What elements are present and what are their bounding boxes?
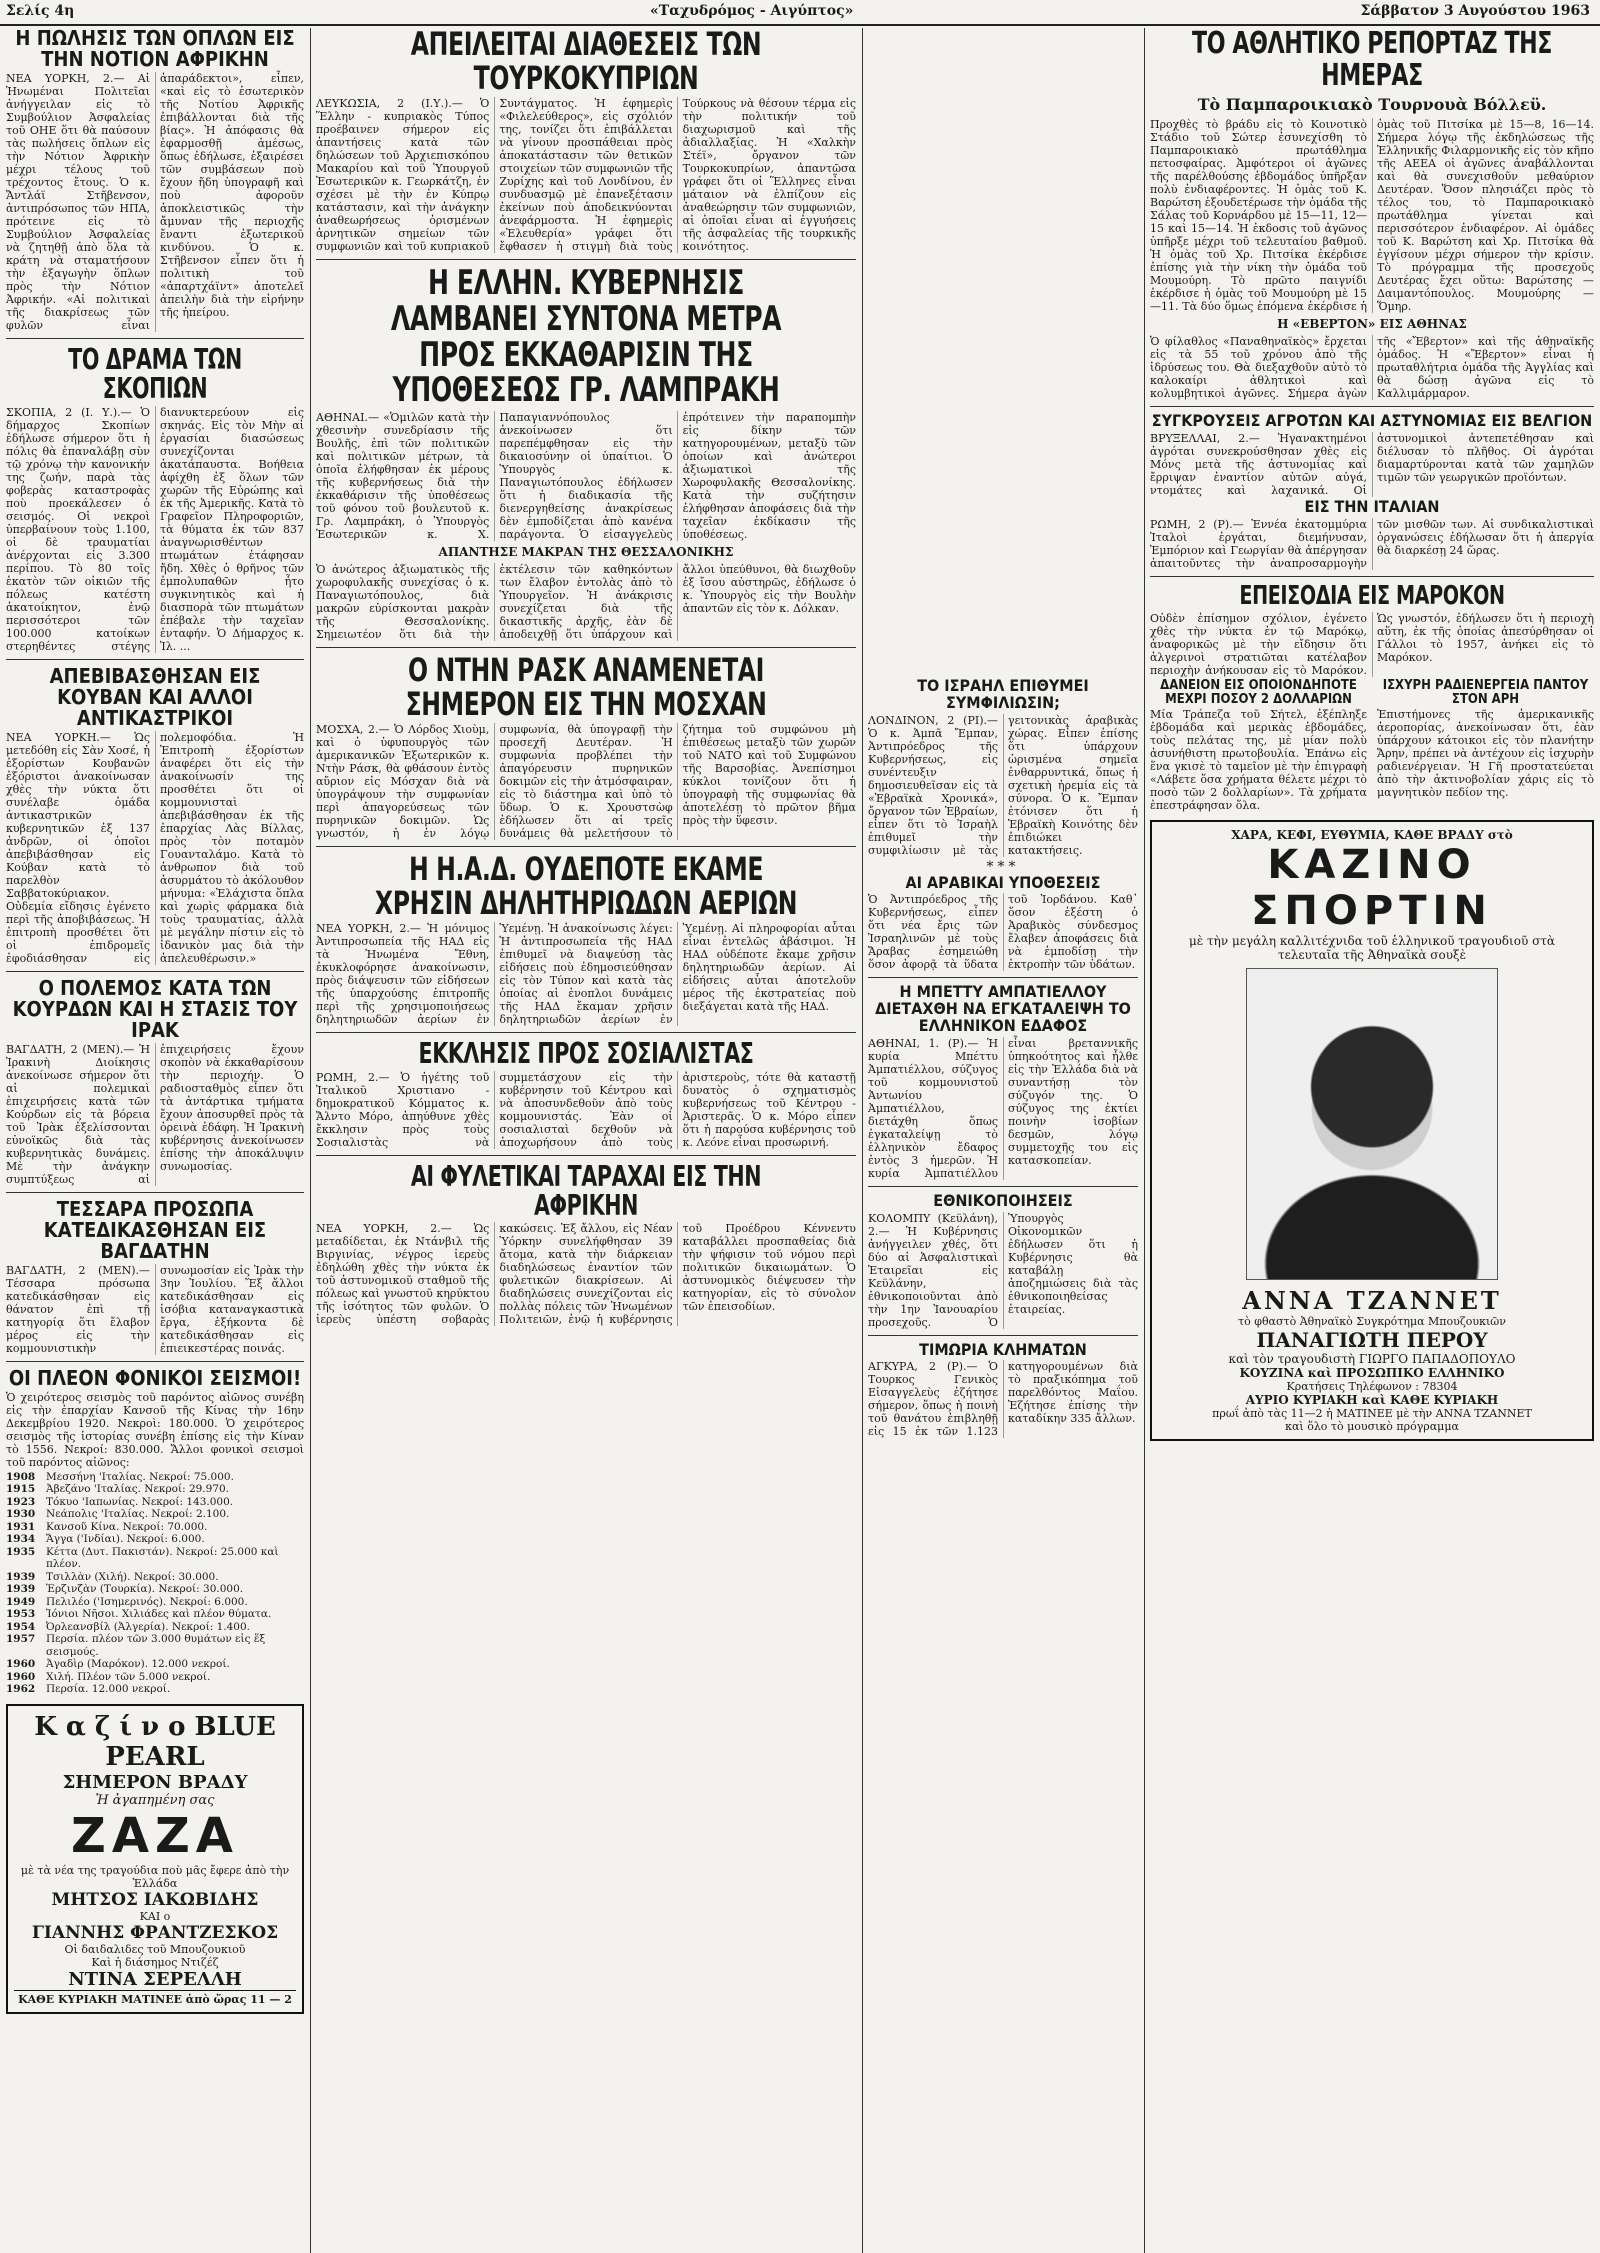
separator-stars: *** <box>986 858 1020 875</box>
earthquake-row <box>6 1521 304 1534</box>
earthquake-year: 1934 <box>6 1533 36 1546</box>
earthquake-year: 1962 <box>6 1683 36 1696</box>
ad-and: ΚΑΙ ο <box>139 1909 171 1923</box>
earthquake-text: Κανσοῦ Κίνα. Νεκροί: 70.000. <box>46 1520 208 1533</box>
earthquake-year: 1939 <box>6 1570 36 1583</box>
ad2-orchestra-intro: τὸ φθαστὸ Ἀθηναϊκὸ Συγκρότημα Μπουζουκιῶν <box>1238 1315 1506 1329</box>
earthquake-row <box>6 1496 304 1509</box>
ad-dancer-intro: Καὶ ἡ διάσημος Ντιζέζ <box>91 1955 219 1969</box>
article-thessaloniki: Ὁ ἀνώτερος ἀξιωματικὸς τῆς χωροφυλακῆς συνεχίσας ὁ κ. Παναγιωτόπουλος, διὰ μακρῶν εὑρίσκονται μακρὰν τῆς Θεσσαλονίκης. Σημειωτέον ὅτι διὰ τὴν ἐκτέλεσιν τῶν καθηκόντων των ἔλαβον ἐντολὰς ἀπὸ τὸ Ὑπουργεῖον. Ἡ ἀνάκρισις συνεχίζεται διὰ τῆς δικαστικῆς ἀρχῆς, ἐὰν δὲ ἀποδειχθῇ ὅτι ὑπάρχουν καὶ ἄλλοι ὑπεύθυνοι, θὰ διωχθοῦν ἐξ ἴσου αὐστηρῶς, ἐδήλωσε ὁ κ. Ὑπουργὸς εἰς τὴν Βουλὴν ἀπαντῶν εἰς τὸν κ. Δόλκαν. <box>316 562 856 641</box>
headline-lambrakis: Η ΕΛΛΗΝ. ΚΥΒΕΡΝΗΣΙΣ ΛΑΜΒΑΝΕΙ ΣΥΝΤΟΝΑ ΜΕΤΡΑ ΠΡΟΣ ΕΚΚΑΘΑΡΙΣΙΝ ΤΗΣ ΥΠΟΘΕΣΕΩΣ ΓΡ. ΛΑΜΠΡΑΚΗ <box>390 263 782 411</box>
earthquake-year: 1953 <box>6 1608 36 1621</box>
headline-skopje: ΤΟ ΔΡΑΜΑ ΤΩΝ ΣΚΟΠΙΩΝ <box>68 343 242 406</box>
earthquake-year: 1923 <box>6 1495 36 1508</box>
earthquake-row <box>6 1483 304 1496</box>
subheadline-volleyball: Τὸ Παμπαροικιακὸ Τουρνουὰ Βόλλεϋ. <box>1197 95 1547 114</box>
article-rusk-moscow: ΜΟΣΧΑ, 2.— Ὁ Λόρδος Χιοὺμ, καὶ ὁ ὑφυπουργὸς τῶν ἀμερικανικῶν Ἐξωτερικῶν κ. Ντὴν Ράσκ, θὰ φθάσουν ἐντὸς αὔριον εἰς Μόσχαν διὰ νὰ ὑπογράψουν τὴν συμφωνίαν περὶ ἀπαγορεύσεως τῶν πυρηνικῶν δοκιμῶν. Ὡς γνωστόν, ἡ ἐν λόγῳ συμφωνία, θὰ ὑπογραφῇ τὴν προσεχῆ Δευτέραν. Ἡ συμφωνία προβλέπει τὴν ἀπαγόρευσιν πυρηνικῶν δοκιμῶν εἰς τὴν ἀτμόσφαιραν, εἰς τὸ διάστημα καὶ ὑπὸ τὸ ὕδωρ. Ὁ κ. Χρουστσὼφ ἐδήλωσεν ὅτι αἱ τρεῖς δυνάμεις θὰ μελετήσουν τὸ ζήτημα τοῦ συμφώνου μὴ ἐπιθέσεως μεταξὺ τῶν χωρῶν τοῦ ΝΑΤΟ καὶ τοῦ Συμφώνου τῆς Βαρσοβίας. Ἀνεπίσημοι κύκλοι τονίζουν ὅτι ἡ ὑπογραφὴ τῆς συμφωνίας θὰ ἀποτελέσῃ τὸ πρῶτον βῆμα πρὸς τὴν ὕφεσιν. <box>316 723 856 841</box>
headline-everton: Η «ΕΒΕΡΤΟΝ» ΕΙΣ ΑΘΗΝΑΣ <box>1277 317 1467 331</box>
article-turkish-cypriots: ΛΕΥΚΩΣΙΑ, 2 (Ι.Υ.).— Ὁ Ἕλλην - κυπριακὸς Τύπος προέβαινεν σήμερον εἰς ἀπαντήσεις κατὰ τῶν δηλώσεων τοῦ Ἀρχιεπισκόπου Μακαρίου καὶ τοῦ Ὑπουργοῦ Ἐσωτερικῶν κ. Γεωρκάτζη, ἐν σχέσει μὲ τὴν ἐν Κύπρῳ κατάστασιν, καὶ τὴν ἀνάγκην ἀναθεωρήσεως ὁρισμένων ἀρνητικῶν σημείων τῶν συμφωνιῶν καὶ τοῦ κυπριακοῦ Συντάγματος. Ἡ ἐφημερὶς «Φιλελεύθερος», εἰς σχόλιόν της, τονίζει ὅτι ἐπιβάλλεται νὰ γίνουν προσπάθειαι πρὸς ἀποκατάστασιν τῶν θετικῶν στοιχείων τῶν συμφωνιῶν τῆς Ζυρίχης καὶ τοῦ Λονδίνου, ἐν συνδυασμῷ μὲ ἐπανεξέτασιν ἐκείνων ποὺ ἀποδεικνύονται ἀνεφάρμοστα. Ἡ ἐφημερὶς «Ἐλευθερία» γράφει ὅτι ἔφθασεν ἡ στιγμὴ διὰ τοὺς Τούρκους νὰ θέσουν τέρμα εἰς τὴν πολιτικήν τοῦ διαχωρισμοῦ καὶ τῆς ἀδιαλλαξίας. Ἡ «Χαλκὴν Στέϊ», ὄργανον τῶν Τουρκοκυπρίων, ἀπαντῶσα γράφει ὅτι οἱ Ἕλληνες εἶναι μάταιον νὰ ἐλπίζουν εἰς ἀναθεώρησιν τῶν συμφωνιῶν, αἱ ὁποῖαι εἶναι αἱ ἐγγυήσεις τῆς ἀσφαλείας τῆς τουρκικῆς κοινότητος. <box>316 97 856 254</box>
ad-blue-pearl <box>6 1704 304 2014</box>
masthead <box>0 0 1600 26</box>
column-right <box>1150 28 1594 2253</box>
earthquake-row <box>6 1658 304 1671</box>
earthquake-text: Νεάπολις 'Ιταλίας. Νεκροί: 2.100. <box>46 1508 230 1521</box>
earthquake-year: 1939 <box>6 1583 36 1596</box>
ad-tagline: μὲ τὰ νέα της τραγούδια ποὺ μᾶς ἔφερε ἀπὸ τὴν Ἑλλάδα <box>20 1863 290 1890</box>
ad2-top: ΧΑΡΑ, ΚΕΦΙ, ΕΥΘΥΜΙΑ, ΚΑΘΕ ΒΡΑΔΥ στὸ <box>1231 828 1513 843</box>
article-socialists: ΡΩΜΗ, 2.— Ὁ ἡγέτης τοῦ Ἰταλικοῦ Χριστιανο - δημοκρατικοῦ Κόμματος κ. Ἄλντο Μόρο, ἀπηύθυνε χθὲς ἔκκλησιν πρὸς τοὺς Σοσιαλιστὰς νὰ συμμετάσχουν εἰς τὴν κυβέρνησιν τοῦ Κέντρου καὶ νὰ ἀποσυνδεθοῦν ἀπὸ τοὺς κομμουνιστάς. Ἐὰν οἱ σοσιαλισταὶ δεχθοῦν νὰ ἀποχωρήσουν ἀπὸ τοὺς ἀριστεροὺς, τότε θὰ καταστῇ δυνατὸς ὁ σχηματισμὸς κυβερνήσεως τοῦ Κέντρου - Ἀριστερᾶς. Ὁ κ. Μόρο εἶπεν ὅτι ἡ παρούσα κυβέρνησις τοῦ κ. Λεόνε εἶναι προσωρινή. <box>316 1070 856 1149</box>
ad2-tagline: μὲ τὴν μεγάλη καλλιτέχνιδα τοῦ ἑλληνικοῦ τραγουδιοῦ στὰ τελευταῖα τῆς Ἀθηναϊκὰ σουξὲ <box>1188 934 1555 963</box>
earthquake-row <box>6 1683 304 1696</box>
ad2-kitchen: ΚΟΥΖΙΝΑ καὶ ΠΡΟΣΩΠΙΚΟ ΕΛΛΗΝΙΚΟ <box>1239 1366 1505 1381</box>
headline-sports-report: ΤΟ ΑΘΛΗΤΙΚΟ ΡΕΠΟΡΤΑΖ ΤΗΣ ΗΜΕΡΑΣ <box>1192 28 1552 93</box>
headline-turkish-cypriots: ΑΠΕΙΛΕΙΤΑΙ ΔΙΑΘΕΣΕΙΣ ΤΩΝ ΤΟΥΡΚΟΚΥΠΡΙΩΝ <box>410 28 762 97</box>
headline-racial-unrest: ΑΙ ΦΥΛΕΤΙΚΑΙ ΤΑΡΑΧΑΙ ΕΙΣ ΤΗΝ ΑΦΡΙΚΗΝ <box>410 1159 762 1223</box>
ad-venue-prefix: Κ α ζ ί ν ο <box>34 1711 186 1742</box>
article-racial-unrest: ΝΕΑ ΥΟΡΚΗ, 2.— Ὡς μεταδίδεται, ἐκ Ντάνβιλ τῆς Βιργινίας, νέγρος ἱερεὺς ἐδηλώθη χθὲς τὴν νύκτα ἐκ τοῦ ἀστυνομικοῦ σταθμοῦ τῆς πόλεως καὶ γνωστοῦ κηρύκτου τῆς ἰσότητος τῶν φυλῶν. Ὁ ἱερεὺς ὑπέστη σοβαρὰς κακώσεις. Ἐξ ἄλλου, εἰς Νέαν Ὑόρκην συνελήφθησαν 39 ἄτομα, κατὰ τὴν διάρκειαν διαδηλώσεως ἐναντίον τῶν φυλετικῶν διακρίσεων. Αἱ διαδηλώσεις συνεχίζονται εἰς πολλὰς πόλεις τῶν Ἡνωμένων Πολιτειῶν, ἐνῷ ἡ κυβέρνησις τοῦ Προέδρου Κέννεντυ καταβάλλει προσπαθείας διὰ τὴν ψήφισιν τοῦ νόμου περὶ πολιτικῶν δικαιωμάτων. Ὁ ἀστυνομικὸς διέψευσεν τὴν κατηγορίαν, εἰς τὸ σύνολον τῶν ἐπεισοδίων. <box>316 1222 856 1327</box>
article-volleyball: Προχθὲς τὸ βράδυ εἰς τὸ Κοινοτικὸ Στάδιο τοῦ Σώτερ ἐσυνεχίσθη τὸ Παμπαροικιακὸ πρωτάθλημα πετοσφαίρας. Ἀμφότεροι οἱ ἀγῶνες τῆς παρέλθούσης ἑβδομάδος ὑπῆρξαν πολὺ ἐνδιαφέροντες. Ἡ ὁμὰς τοῦ Κ. Βαρώτση ἐξουδετέρωσε τὴν ὁμάδα τῆς Σάλας τοῦ Κορνάρδου μὲ 15—11, 12—15 καὶ 15—14. Ἡ ἐκδοσις τοῦ ἀγῶνος ὑπῆρξε μέχρι τοῦ τελευταίου βαθμοῦ. Ἡ ὁμὰς τοῦ Χρ. Πιτσίκα ἐκέρδισε ἐπίσης γιὰ τὴν νίκη τὴν ὁμάδα τοῦ Μουμούρη. Τὸ πρῶτο παιγνίδι ἐκέρδισε ἡ ὁμὰς τοῦ Μουμούρη μὲ 15—11. Τὰ δύο ὅμως ἑπόμενα ἐκέρδισε ἡ ὁμὰς τοῦ Πιτσίκα μὲ 15—8, 16—14. Σήμερα λόγῳ τῆς ἐκδηλώσεως τῆς Ἑλληνικῆς Φιλαρμονικῆς εἰς τὸν κῆπο τῆς ΑΕΕΑ οἱ ἀγῶνες ἀναβάλλονται καὶ θὰ συνεχισθοῦν μεθαύριον Δευτέραν. Ὅσον πλησιάζει πρὸς τὸ τέλος του, τὸ Παμπαροικιακὸ πρωτάθλημα γίνεται καὶ περισσότερον ἐνδιαφέρον. Αἱ ὁμάδες τοῦ Κ. Βαρώτση καὶ Χρ. Πιτσίκα θὰ ἐγγίσουν μέχρι σήμερον τὴν κρίσιν. Τὸ πρόγραμμα τῆς προσεχοῦς Δευτέρας ἔχει οὕτω: Βαρώτσης — Δαιμαντόπουλος. Μουμούρης — Ὅμηρ. <box>1150 118 1594 313</box>
article-arms-sale: ΝΕΑ ΥΟΡΚΗ, 2.— Αἱ Ἡνωμέναι Πολιτεῖαι ἀνήγγειλαν εἰς τὸ Συμβούλιον Ἀσφαλείας τοῦ ΟΗΕ ὅτι θὰ παύσουν τὰς πωλήσεις ὅπλων εἰς τὴν Νότιον Ἀφρικὴν μέχρι τέλους τοῦ τρέχοντος ἔτους. Ὁ κ. Ἄντλάϊ Στῆβενσον, ἀντιπρόσωπος τῶν ΗΠΑ, πρότεινε εἰς τὸ Συμβούλιον Ἀσφαλείας νὰ ζητηθῇ ἀπὸ ὅλα τὰ κράτη νὰ σταματήσουν τὴν ἐξαγωγὴν ὅπλων πρὸς τὴν Νότιον Ἀφρικήν. «Αἱ πολιτικαὶ τῆς διακρίσεως τῶν φυλῶν εἶναι ἀπαράδεκτοι», εἶπεν, «καὶ εἰς τὸ ἐσωτερικὸν τῆς Νοτίου Ἀφρικῆς ἐπιβάλλονται διὰ τῆς βίας». Ἡ ἀπόφασις θὰ ἐφαρμοσθῇ ἀμέσως, ὅπως ἐδήλωσε, ἐξαιρέσει τῶν συμβάσεων ποὺ ἔχουν ἤδη ὑπογραφῆ καὶ ποὺ ἀφοροῦν ἀποκλειστικῶς τὴν ἄμυναν τῆς περιοχῆς ἔναντι ἐξωτερικοῦ κινδύνου. Ὁ κ. Στῆβενσον εἶπεν ὅτι ἡ πολιτικὴ τοῦ «ἀπαρτχάϊντ» ἀποτελεῖ ἀπειλὴν διὰ τὴν εἰρήνην τῆς ἠπείρου. <box>6 72 304 332</box>
ad2-program: καὶ ὅλο τὸ μουσικὸ πρόγραμμα <box>1285 1420 1459 1434</box>
earthquake-text: Ἄγγα ('Ινδίαι). Νεκροί: 6.000. <box>46 1533 205 1546</box>
article-skopje: ΣΚΟΠΙΑ, 2 (Ι. Υ.).— Ὁ δήμαρχος Σκοπίων ἐδήλωσε σήμερον ὅτι ἡ πόλις θὰ ἐπαναλάβῃ σὺν τῷ χρόνῳ τὴν κανονικήν της ζωήν, παρὰ τὰς φοβερὰς καταστροφὰς ποὺ προεκάλεσεν ὁ σεισμός. Οἱ νεκροὶ ὑπερβαίνουν τοὺς 1.100, οἱ δὲ τραυματίαι ἀνέρχονται εἰς 3.300 περίπου. Τὸ 80 τοῖς ἑκατὸν τῶν οἰκιῶν τῆς πόλεως κατέστη ἀκατοίκητον, ἐνῷ περισσότεροι τῶν 100.000 κατοίκων στερηθέντες στέγης διανυκτερεύουν εἰς σκηνάς. Εἰς τὸν Μὴν αἱ ἐργασίαι διασώσεως συνεχίζονται ἀκατάπαυστα. Βοήθεια ἀφίχθη ἐξ ὅλων τῶν χωρῶν τῆς Εὐρώπης καὶ ἐκ τῆς Ἀμερικῆς. Κατὰ τὸ Γραφεῖον Πληροφοριῶν, τὰ θύματα ἐκ τῶν 837 ἀναγνωρισθέντων πτωμάτων ἐτάφησαν ἤδη. Χθὲς ὁ θρῆνος τῶν ἐμπολυπαθῶν ἦτο συγκινητικὸς καὶ ἡ διασπορὰ τῶν πτωμάτων ἐπέβαλε τὴν ταχεῖαν ἐνταφήν. Ὁ Δήμαρχος κ. Ἰλ. ... <box>6 405 304 653</box>
headline-earthquakes: ΟΙ ΠΛΕΟΝ ΦΟΝΙΚΟΙ ΣΕΙΣΜΟΙ! <box>8 1365 302 1390</box>
earthquake-row <box>6 1546 304 1571</box>
earthquake-year: 1930 <box>6 1508 36 1521</box>
ad2-sunday: ΑΥΡΙΟ ΚΥΡΙΑΚΗ καὶ ΚΑΘΕ ΚΥΡΙΑΚΗ <box>1245 1393 1499 1408</box>
headline-nationalizations: ΕΘΝΙΚΟΠΟΙΗΣΕΙΣ <box>933 1190 1073 1210</box>
earthquake-text: Ἀγαδὶρ (Μαρόκον). 12.000 νεκροί. <box>46 1658 230 1671</box>
article-lambrakis: ΑΘΗΝΑΙ.— «Ὁμιλῶν κατὰ τὴν χθεσινὴν συνεδρίασιν τῆς Βουλῆς, ἐπὶ τῶν πολιτικῶν καὶ πολιτικῶν μέτρων, τὰ ὁποῖα ἐλήφθησαν ἐκ μέρους τῆς κυβερνήσεως διὰ τὴν ἐκκαθάρισιν τῆς ὑποθέσεως τοῦ φόνου τοῦ βουλευτοῦ κ. Γρ. Λαμπράκη, ὁ Ὑπουργὸς Ἐσωτερικῶν κ. Χ. Παπαγιαννόπουλος ἀνεκοίνωσεν ὅτι παρεπέμφθησαν εἰς τὴν δικαιοσύνην οἱ ὑπαίτιοι. Ὁ Ὑπουργὸς κ. Παναγιωτόπουλος ἐδήλωσεν ὅτι ἡ διαδικασία τῆς διενεργηθείσης ἀνακρίσεως δὲν ἐμποδίζεται ἀπὸ κανένα παράγοντα. Ὁ εἰσαγγελεὺς ἐπρότεινεν τὴν παραπομπὴν εἰς δίκην τῶν κατηγορουμένων, μεταξὺ τῶν ὁποίων καὶ ἀνώτεροι ἀξιωματικοὶ τῆς Χωροφυλακῆς Θεσσαλονίκης. Κατὰ τὴν συζήτησιν ἐλήφθησαν ἀποφάσεις διὰ τὴν ταχεῖαν ἐκδίκασιν τῆς ὑποθέσεως. <box>316 410 856 541</box>
article-nationalizations: ΚΟΛΟΜΠΥ (Κεϋλάνη), 2.— Ἡ Κυβέρνησις ἀνήγγειλεν χθές, ὅτι δύο αἱ Ἀσφαλιστικαὶ Ἑταιρεῖαι εἰς Κεϋλάνην, ἐθνικοποιοῦνται ἀπὸ τὴν 1ην Ἰανουαρίου προσεχοῦς. Ὁ Ὑπουργὸς Οἰκονομικῶν ἐδήλωσεν ὅτι ἡ Κυβέρνησις θὰ καταβάλῃ ἀποζημιώσεις διὰ τὰς ἐθνικοποιηθείσας ἑταιρείας. <box>868 1211 1138 1329</box>
earthquake-text: Πελιλέο ('Ισημερινός). Νεκροί: 6.000. <box>46 1595 248 1608</box>
earthquake-year: 1949 <box>6 1595 36 1608</box>
earthquake-text: Τόκυο 'Ιαπωνίας. Νεκροί: 143.000. <box>46 1495 234 1508</box>
earthquake-text: Ἰόνιοι Νῆσοι. Χιλιάδες καὶ πλέον θύματα. <box>46 1608 272 1621</box>
column-right-inner <box>868 28 1138 2253</box>
headline-arms-sale: Η ΠΩΛΗΣΙΣ ΤΩΝ ΟΠΛΩΝ ΕΙΣ ΤΗΝ ΝΟΤΙΟΝ ΑΦΡΙΚΗΝ <box>15 28 295 71</box>
article-punishment: ΑΓΚΥΡΑ, 2 (Ρ).— Ὁ Τουρκος Γενικὸς Εἰσαγγελεὺς ἐζήτησε σήμερον, ὅπως ἡ ποινὴ τοῦ θανάτου ἐπιβληθῇ εἰς 15 ἐκ τῶν 1.123 κατηγορουμένων διὰ τὸ πραξικόπημα τοῦ παρελθόντος Μαΐου. Ἐζήτησε ἐπίσης τὴν καταδίκην 335 ἄλλων. <box>868 1360 1138 1439</box>
headline-arab-affairs: ΑΙ ΑΡΑΒΙΚΑΙ ΥΠΟΘΕΣΕΙΣ <box>905 872 1101 892</box>
ad-matinee: ΚΑΘΕ ΚΥΡΙΑΚΗ ΜΑΤΙΝΕΕ ἀπὸ ὥρας 11 — 2 <box>14 1990 296 2006</box>
earthquake-row <box>6 1596 304 1609</box>
headline-mars: ΙΣΧΥΡΗ ΡΑΔΙΕΝΕΡΓΕΙΑ ΠΑΝΤΟΥ ΣΤΟΝ ΑΡΗ <box>1382 677 1589 707</box>
paper-name: «Ταχυδρόμος - Αιγύπτος» <box>650 3 854 19</box>
earthquake-row <box>6 1633 304 1658</box>
earthquake-year: 1915 <box>6 1483 36 1496</box>
article-everton: Ὁ φίλαθλος «Παναθηναϊκὸς» ἔρχεται εἰς τὰ 55 τοῦ χρόνου ἀπὸ τῆς ἱδρύσεως του. Θὰ διεξαχθοῦν αὐτὸ τὸ καλοκαίρι ἀθλητικοὶ καὶ κολυμβητικοὶ ἀγῶνες. Σήμερα ἀγὼν τῆς «Ἔβερτον» καὶ τῆς ἀθηναϊκῆς ὁμάδος. Ἡ «Ἔβερτον» εἶναι ἡ πρωταθλήτρια ὁμάδα τῆς Ἀγγλίας καὶ θὰ δώσῃ ἀγῶνα εἰς τὸ Καλλιμάρμαρον. <box>1150 335 1594 400</box>
article-baghdad-trial: ΒΑΓΔΑΤΗ, 2 (ΜΕΝ).— Τέσσαρα πρόσωπα κατεδικάσθησαν εἰς θάνατον ἐπὶ τῇ κατηγορίᾳ ὅτι ἔλαβον μέρος εἰς τὴν κομμουνιστικὴν συνωμοσίαν εἰς Ἰρὰκ τὴν 3ην Ἰουλίου. Ἕξ ἄλλοι κατεδικάσθησαν εἰς ἰσόβια καταναγκαστικὰ ἔργα, ἑξήκοντα δὲ κατεδικάσθησαν εἰς ἐπιεικεστέρας ποινάς. <box>6 1263 304 1355</box>
earthquake-text: Χιλή. Πλέον τῶν 5.000 νεκροί. <box>46 1670 211 1683</box>
earthquake-row <box>6 1571 304 1584</box>
earthquake-year: 1935 <box>6 1545 36 1558</box>
headline-socialists: ΕΚΚΛΗΣΙΣ ΠΡΟΣ ΣΟΣΙΑΛΙΣΤΑΣ <box>418 1037 754 1071</box>
headline-punishment: ΤΙΜΩΡΙΑ ΚΛΗΜΑΤΩΝ <box>919 1339 1087 1359</box>
earthquake-row <box>6 1471 304 1484</box>
ad-star-name: ΖΑΖΑ <box>71 1807 239 1864</box>
headline-belgium: ΣΥΓΚΡΟΥΣΕΙΣ ΑΓΡΟΤΩΝ ΚΑΙ ΑΣΤΥΝΟΜΙΑΣ ΕΙΣ ΒΕΛΓΙΟΝ <box>1151 411 1593 430</box>
headline-morocco: ΕΠΕΙΣΟΔΙΑ ΕΙΣ ΜΑΡΟΚΟΝ <box>1239 580 1505 611</box>
earthquake-year: 1960 <box>6 1658 36 1671</box>
headline-baghdad-trial: ΤΕΣΣΑΡΑ ΠΡΟΣΩΠΑ ΚΑΤΕΔΙΚΑΣΘΗΣΑΝ ΕΙΣ ΒΑΓΔΑΤΗΝ <box>43 1196 267 1263</box>
ad2-orchestra: ΠΑΝΑΓΙΩΤΗ ΠΕΡΟΥ <box>1256 1328 1488 1353</box>
headline-israel: ΤΟ ΙΣΡΑΗΛ ΕΠΙΘΥΜΕΙ ΣΥΜΦΙΛΙΩΣΙΝ; <box>917 676 1089 712</box>
earthquake-text: Τσιλλὰν (Χιλή). Νεκροί: 30.000. <box>46 1570 219 1583</box>
earthquake-text: Περσία. 12.000 νεκροί. <box>46 1683 171 1696</box>
article-belgium: ΒΡΥΞΕΛΛΑΙ, 2.— Ἠγανακτημένοι ἀγρόται συνεκρούσθησαν χθὲς εἰς Μόνς μετὰ τῆς ἀστυνομίας καὶ ἔρριψαν ἐναντίον αὐτῶν αὐγά, ντομάτες καὶ λαχανικά. Οἱ ἀστυνομικοὶ ἀντεπετέθησαν καὶ διέλυσαν τὸ πλῆθος. Οἱ ἀγρόται διαμαρτύρονται κατὰ τῶν χαμηλῶν τιμῶν τῶν γεωργικῶν προϊόντων. <box>1150 431 1594 497</box>
ad2-venue: ΚΑΖΙΝΟ ΣΠΟΡΤΙΝ <box>1251 842 1493 935</box>
ad-venue-name: BLUE PEARL <box>105 1711 276 1772</box>
article-morocco: Οὐδὲν ἐπίσημον σχόλιον, ἐγένετο χθὲς τὴν νύκτα ἐν τῷ Μαρόκῳ, ἀναφορικῶς μὲ τὴν εἴδησιν ὅτι ἀλγερινοὶ στρατιῶται κατέλαβον περιοχὴν ἀνήκουσαν εἰς τὸ Μαρόκον. Ὡς γνωστόν, ἐδήλωσεν ὅτι ἡ περιοχὴ αὕτη, ἐκ τῆς ὁποίας ἀπεσύρθησαν οἱ Γάλλοι τὸ 1957, ἀνήκει εἰς τὸ Μαρόκον. <box>1150 611 1594 677</box>
earthquake-row <box>6 1671 304 1684</box>
ad-artist-2: ΓΙΑΝΝΗΣ ΦΡΑΝΤΖΕΣΚΟΣ <box>31 1922 279 1943</box>
earthquake-text: Ὀρλεανσβίλ (Ἀλγερία). Νεκροί: 1.400. <box>46 1620 250 1633</box>
headline-italy: ΕΙΣ ΤΗΝ ΙΤΑΛΙΑΝ <box>1304 496 1440 516</box>
earthquake-list <box>6 1471 304 1696</box>
ad2-matinee: πρωΐ ἀπὸ τὰς 11—2 ἡ ΜΑΤΙΝΕΕ μὲ τὴν ΑΝΝΑ ΤΖΑΝΝΕΤ <box>1212 1407 1532 1421</box>
earthquake-year: 1931 <box>6 1520 36 1533</box>
earthquake-text: Ἐρζινζὰν (Τουρκία). Νεκροί: 30.000. <box>46 1583 244 1596</box>
ad2-phone: Κρατήσεις Τηλέφωνον : 78304 <box>1286 1380 1458 1394</box>
ad-dancer-name: ΝΤΙΝΑ ΣΕΡΕΛΛΗ <box>68 1968 242 1990</box>
column-center <box>316 28 856 2253</box>
ad-kazino-sportin <box>1150 820 1594 1441</box>
ad-beloved: Ἡ ἀγαπημένη σας <box>95 1792 215 1808</box>
article-mars: Ἐπιστήμονες τῆς ἀμερικανικῆς ἀεροπορίας, ἀνεκοίνωσαν ὅτι, ἐὰν ὑπάρχουν κάτοικοι εἰς τὸν πλανήτην Ἄρην, πρέπει νὰ ἀντέχουν εἰς ἰσχυρὴν ραδιενέργειαν. Ἡ Γῆ προστατεύεται ἀπὸ τὴν ἀκτινοβολίαν χάρις εἰς τὸ μαγνητικὸν πεδίον της. <box>1377 708 1594 800</box>
article-israel: ΛΟΝΔΙΝΟΝ, 2 (ΡΙ).— Ὁ κ. Ἀμπᾶ Ἔμπαν, Ἀντιπρόεδρος τῆς Κυβερνήσεως, εἰς συνέντευξιν δημοσιευθεῖσαν εἰς τὰ «Ἑβραϊκὰ Χρονικά», ὄργανον τῶν Ἑβραίων, εἶπεν ὅτι τὸ Ἰσραὴλ ἐπιθυμεῖ τὴν συμφιλίωσιν μὲ τὰς γειτονικὰς ἀραβικὰς χώρας. Εἶπεν ἐπίσης ὅτι ὑπάρχουν ὡρισμένα σημεῖα ἐνθαρρυντικά, ὅπως ἡ σχετικὴ ἠρεμία εἰς τὰ σύνορα. Ὁ κ. Ἔμπαν ἐτόνισεν ὅτι ἡ Ἑβραϊκὴ Κοινότης δὲν ἐπιδιώκει κατακτήσεις. <box>868 713 1138 857</box>
ad-dancers: Οἱ δαιδαλιδες τοῦ Μπουζουκιοῦ <box>64 1942 246 1956</box>
ad-artist-1: ΜΗΤΣΟΣ ΙΑΚΩΒΙΔΗΣ <box>51 1889 259 1910</box>
earthquake-row <box>6 1533 304 1546</box>
headline-cuba: ΑΠΕΒΙΒΑΣΘΗΣΑΝ ΕΙΣ ΚΟΥΒΑΝ ΚΑΙ ΑΛΛΟΙ ΑΝΤΙΚΑΣΤΡΙΚΟΙ <box>49 663 261 730</box>
earthquake-year: 1960 <box>6 1670 36 1683</box>
earthquake-text: Ἀβεζάνο 'Ιταλίας. Νεκροί: 29.970. <box>46 1483 230 1496</box>
headline-abatielou: Η ΜΠΕΤΤΥ ΑΜΠΑΤΙΕΛΛΟΥ ΔΙΕΤΑΧΘΗ ΝΑ ΕΓΚΑΤΑΛΕΙΨΗ ΤΟ ΕΛΛΗΝΙΚΟΝ ΕΔΑΦΟΣ <box>875 982 1131 1035</box>
earthquake-row <box>6 1608 304 1621</box>
ad2-star: ΑΝΝΑ ΤΖΑΝΝΕΤ <box>1242 1286 1502 1316</box>
page-number: Σελίς 4η <box>6 3 75 19</box>
ad2-singer: καὶ τὸν τραγουδιστὴ ΓΙΩΡΓΟ ΠΑΠΑΔΟΠΟΥΛΟ <box>1228 1352 1516 1367</box>
earthquake-year: 1957 <box>6 1633 36 1646</box>
earthquake-text: Κέττα (Δυτ. Πακιστάν). Νεκροί: 25.000 καὶ πλέον. <box>46 1545 279 1571</box>
column-left <box>6 28 304 2253</box>
issue-date: Σάββατον 3 Αυγούστου 1963 <box>1360 3 1590 19</box>
article-uar-gas: ΝΕΑ ΥΟΡΚΗ, 2.— Ἡ μόνιμος Ἀντιπροσωπεία τῆς ΗΑΔ εἰς τὰ Ἡνωμένα Ἔθνη, ἐκυκλοφόρησε ἀνακοίνωσιν, πρὸς διάψευσιν τῶν εἰδήσεων τῆς ὑπαρχούσης ἐπιτροπῆς περὶ τῆς χρησιμοποιήσεως δηλητηριωδῶν ἀερίων ἐν Ὑεμένῃ. Ἡ ἀνακοίνωσις λέγει: Ἡ ἀντιπροσωπεία τῆς ΗΑΔ ἐπιθυμεῖ νὰ διαψεύσῃ τὰς εἰδήσεις ποὺ ἐδημοσιεύθησαν εἰς τὸν Τύπον καὶ κατὰ τὰς ὁποίας αἱ ἐνοπλοι δυνάμεις τῆς ΗΑΔ ἔκαμαν χρῆσιν δηλητηριωδῶν ἀερίων ἐν Ὑεμένῃ. Αἱ πληροφορίαι αὗται εἶναι ἐντελῶς ἀβάσιμοι. Ἡ ΗΑΔ οὐδέποτε ἔκαμε χρῆσιν δηλητηριωδῶν ἀερίων. Αἱ εἰδήσεις αὗται ἀποτελοῦν μέρος τῆς ἐκστρατείας ποὺ διεξάγεται κατὰ τῆς ΗΑΔ. <box>316 922 856 1027</box>
article-kurds: ΒΑΓΔΑΤΗ, 2 (ΜΕΝ).— Ἡ Ἰρακινὴ Διοίκησις ἀνεκοίνωσε σήμερον ὅτι αἱ πολεμικαὶ ἐπιχειρήσεις κατὰ τῶν Κούρδων εἰς τὰ βόρεια τοῦ Ἰρὰκ ἐξελίσσονται εὐνοϊκῶς διὰ τὰς κυβερνητικὰς δυνάμεις. Μὲ τὴν ἀνάγκην συμπτύξεως αἱ ἐπιχειρήσεις ἔχουν σκοπὸν νὰ ἐκκαθαρίσουν τὴν περιοχήν. Ὁ ραδιοσταθμὸς εἶπεν ὅτι τὰ ἀντάρτικα τμήματα ἔχουν ἀποσυρθεῖ πρὸς τὰ ὀρεινὰ ἐδάφη. Ἡ Ἰρακινὴ κυβέρνησις ἀνεκοίνωσεν ἐπίσης τὴν ἀποκάλυψιν συνωμοσίας. <box>6 1042 304 1186</box>
article-abatielou: ΑΘΗΝΑΙ, 1. (Ρ).— Ἡ κυρία Μπέττυ Ἀμπατιέλλου, σύζυγος τοῦ κομμουνιστοῦ Ἀντωνίου Ἀμπατιέλλου, διετάχθη ὅπως ἐγκαταλείψῃ τὸ ἑλληνικὸν ἔδαφος ἐντὸς 3 ἡμερῶν. Ἡ κυρία Ἀμπατιέλλου εἶναι βρεταννικῆς ὑπηκοότητος καὶ ἦλθε εἰς τὴν Ἑλλάδα διὰ νὰ συναντήσῃ τὸν σύζυγόν της. Ὁ σύζυγος της ἐκτίει ποινὴν ἰσοβίων δεσμῶν, λόγῳ συμμετοχῆς του εἰς κατασκοπείαν. <box>868 1036 1138 1180</box>
earthquake-year: 1954 <box>6 1620 36 1633</box>
headline-rusk-moscow: Ο ΝΤΗΝ ΡΑΣΚ ΑΝΑΜΕΝΕΤΑΙ ΣΗΜΕΡΟΝ ΕΙΣ ΤΗΝ ΜΟΣΧΑΝ <box>405 650 767 723</box>
headline-kurds: Ο ΠΟΛΕΜΟΣ ΚΑΤΑ ΤΩΝ ΚΟΥΡΔΩΝ ΚΑΙ Η ΣΤΑΣΙΣ ΤΟΥ ΙΡΑΚ <box>12 975 298 1042</box>
article-arab-affairs: Ὁ Ἀντιπρόεδρος τῆς Κυβερνήσεως, εἶπεν ὅτι νέα ἔρις τῶν Ἰσραηλινῶν μὲ τοὺς Ἄραβας ἐσημειώθη ὅσον ἀφορᾷ τὰ ὕδατα τοῦ Ἰορδάνου. Καθ᾽ ὅσον ἐξέστη ὁ Ἀραβικὸς σύνδεσμος ἔλαβεν ἀποφάσεις διὰ νὰ ἐμποδίσῃ τὴν ἐκτροπὴν τῶν ὑδάτων. <box>868 893 1138 972</box>
article-italy: ΡΩΜΗ, 2 (Ρ).— Ἐννέα ἐκατομμύρια Ἰταλοὶ ἐργάται, διεμήνυσαν, Ἐμπόριον καὶ Γεωργίαν θὰ ἀπέργησαν ἀπαιτοῦντες τὴν ἀναπροσαρμογὴν τῶν μισθῶν των. Αἱ συνδικαλιστικαὶ ὀργανώσεις ἐδήλωσαν ὅτι ἡ ἀπεργία θὰ διαρκέσῃ 24 ὥρας. <box>1150 517 1594 570</box>
ad-tonight: ΣΗΜΕΡΟΝ ΒΡΑΔΥ <box>62 1771 248 1793</box>
article-loan: Μία Τράπεζα τοῦ Σήτελ, ἐξέπληξε ἑβδομάδα καὶ μερικὰς ἑβδομάδες, τοὺς πελάτας της, μὲ μίαν πολὺ ἀσυνήθιστη πρωτοβουλία. Ἐπάνω εἰς ἕνα γκισὲ τὸ ταμεῖον μὲ τὴν ἐπιγραφὴ «Λάβετε ὅσα χρήματα θέλετε μέχρι τὸ ποσὸ τῶν 2 δολλαρίων». Τὰ χρήματα ἐπεστράφησαν ὅλα. <box>1150 708 1367 813</box>
headline-uar-gas: Η Η.Α.Δ. ΟΥΔΕΠΟΤΕ ΕΚΑΜΕ ΧΡΗΣΙΝ ΔΗΛΗΤΗΡΙΩΔΩΝ ΑΕΡΙΩΝ <box>374 850 798 922</box>
earthquake-row <box>6 1583 304 1596</box>
earthquake-row <box>6 1508 304 1521</box>
headline-loan: ΔΑΝΕΙΟΝ ΕΙΣ ΟΠΟΙΟΝΔΗΠΟΤΕ ΜΕΧΡΙ ΠΟΣΟΥ 2 ΔΟΛΛΑΡΙΩΝ <box>1160 677 1357 707</box>
article-earthquakes: Ὁ χειρότερος σεισμὸς τοῦ παρόντος αἰῶνος συνέβη εἰς τὴν ἐπαρχίαν Κανσοῦ τῆς Κίνας τὴν 16ην Δεκεμβρίου 1920. Νεκροὶ: 180.000. Ὁ χειρότερος σεισμὸς τῆς ἱστορίας συνέβη ἐπίσης εἰς τὴν Κίναν τὸ 1556. Νεκροί: 830.000. Ἄλλοι φονικοὶ σεισμοὶ τοῦ παρόντος αἰῶνος: <box>6 1390 304 1469</box>
singer-photo <box>1246 968 1498 1280</box>
subheadline-thessaloniki: ΑΠΑΝΤΗΣΕ ΜΑΚΡΑΝ ΤΗΣ ΘΕΣΣΑΛΟΝΙΚΗΣ <box>438 544 734 559</box>
earthquake-text: Περσία. πλέον τῶν 3.000 θυμάτων εἰς ἕξ σεισμούς. <box>46 1633 266 1658</box>
earthquake-year: 1908 <box>6 1470 36 1483</box>
earthquake-text: Μεσσήνη 'Ιταλίας. Νεκροί: 75.000. <box>46 1470 234 1483</box>
article-cuba: ΝΕΑ ΥΟΡΚΗ.— Ὡς μετεδόθη εἰς Σὰν Χοσέ, ἡ ἐξορίστων Κουβανῶν ἐξόριστοι ἀνακοίνωσαν χθὲς τὴν νύκτα ὅτι συνέλαβε ὁμάδα ἀντικαστρικῶν κυβερνητικῶν ἐξ 137 ἀνδρῶν, οἱ ὁποῖοι ἀπεβιβάσθησαν εἰς Κούβαν κατὰ τὸ παρελθὸν Σαββατοκύριακον. Οὐδεμία εἴδησις ἐγένετο περὶ τῆς ἀποβιβάσεως. Ἡ ἐπιτροπὴ προσθέτει ὅτι οἱ ἐπιδρομεῖς ἐφοδιάσθησαν εἰς πολεμοφόδια. Ἡ Ἐπιτροπὴ ἐξορίστων ἀναφέρει ὅτι εἰς τὴν ἀνακοίνωσίν της προσθέτει ὅτι οἱ κομμουνισταὶ ἀπεβιβάσθησαν ἐκ τῆς ἐπαρχίας Λὰς Βίλλας, πρὸς τὸν ποταμὸν Γουανταλάμο. Κατὰ τὸ ἀνθρωπον διὰ τοῦ ἀσυρμάτου τὸ ἀκόλουθον μήνυμα: «Ἐλάχιστα ὅπλα καὶ χωρὶς φάρμακα διὰ τοὺς τραυματίας, ἀλλὰ μὲ μεγάλην πίστιν εἰς τὸ ἰδανικὸν μας διὰ τὴν ἀπελευθέρωσιν.» <box>6 730 304 965</box>
earthquake-row <box>6 1621 304 1634</box>
